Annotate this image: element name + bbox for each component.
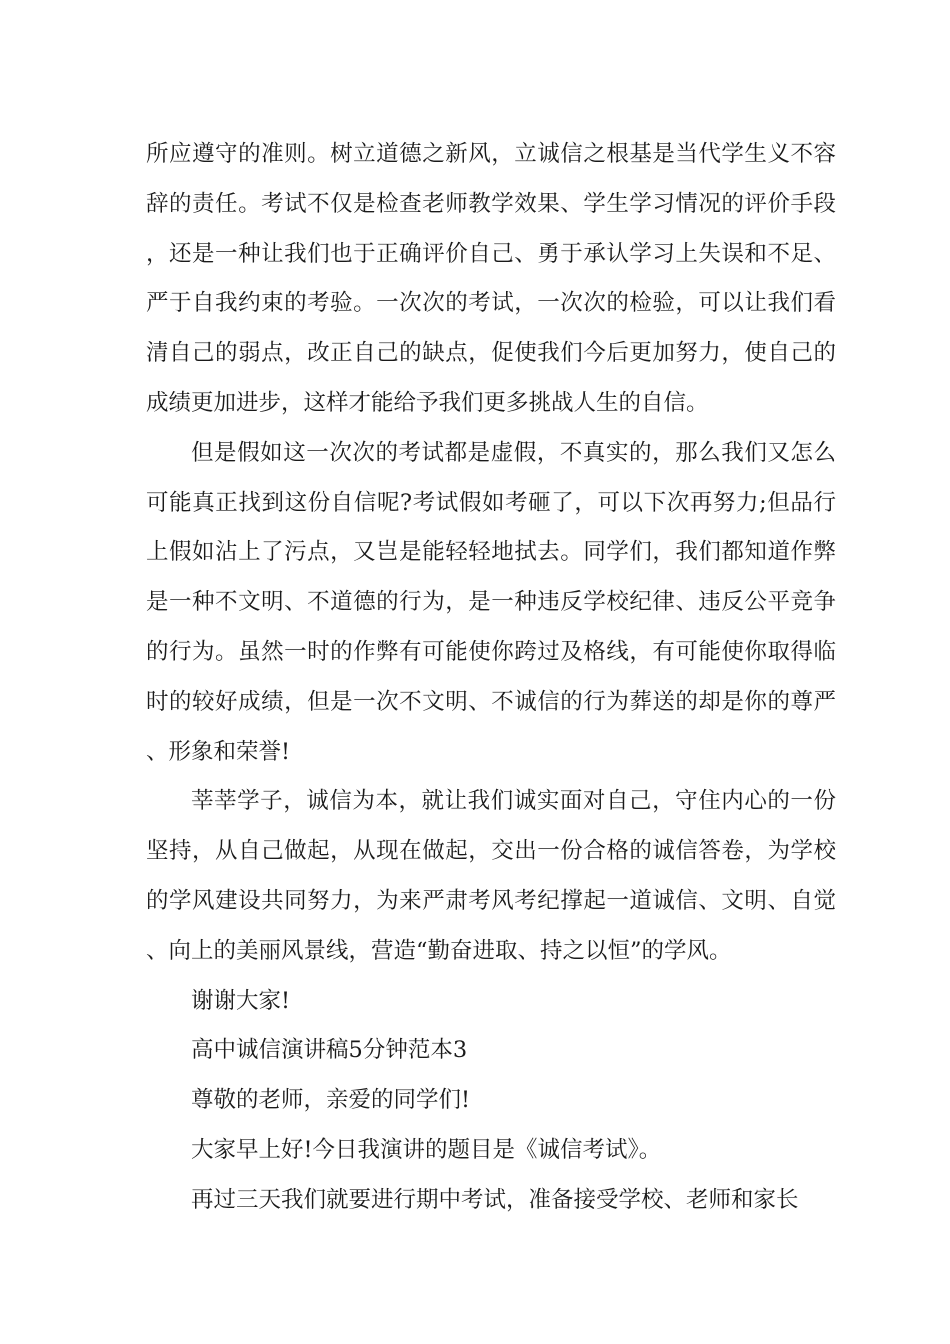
paragraph: 但是假如这一次次的考试都是虚假，不真实的，那么我们又怎么可能真正找到这份自信呢?考试假如考砸了，可以下次再努力;但品行上假如沾上了污点，又岂是能轻轻地拭去。同学们，我们都知道作弊是一种不文明、不道德的行为，是一种违反学校纪律、违反公平竞争的行为。虽然一时的作弊有可能使你跨过及格线，有可能使你取得临时的较好成绩，但是一次不文明、不诚信的行为葬送的却是你的尊严、形象和荣誉!: [146, 439, 836, 765]
paragraph: 再过三天我们就要进行期中考试，准备接受学校、老师和家长: [191, 1186, 799, 1213]
section-heading: 高中诚信演讲稿5分钟范本3: [191, 1037, 468, 1064]
salutation: 尊敬的老师，亲爱的同学们!: [191, 1087, 471, 1114]
closing-line: 谢谢大家!: [191, 987, 291, 1014]
paragraph: 莘莘学子，诚信为本，就让我们诚实面对自己，守住内心的一份坚持，从自己做起，从现在做起，交出一份合格的诚信答卷，为学校的学风建设共同努力，为来严肃考风考纪撑起一道诚信、文明、自觉、向上的美丽风景线，营造“勤奋进取、持之以恒”的学风。: [146, 788, 836, 964]
paragraph: 大家早上好!今日我演讲的题目是《诚信考试》。: [191, 1136, 662, 1163]
paragraph-continued: 所应遵守的准则。树立道德之新风，立诚信之根基是当代学生义不容辞的责任。考试不仅是检查老师教学效果、学生学习情况的评价手段，还是一种让我们也于正确评价自己、勇于承认学习上失误和不足、严于自我约束的考验。一次次的考试，一次次的检验，可以让我们看清自己的弱点，改正自己的缺点，促使我们今后更加努力，使自己的成绩更加进步，这样才能给予我们更多挑战人生的自信。: [146, 141, 836, 416]
body-text: [146, 130, 836, 1226]
